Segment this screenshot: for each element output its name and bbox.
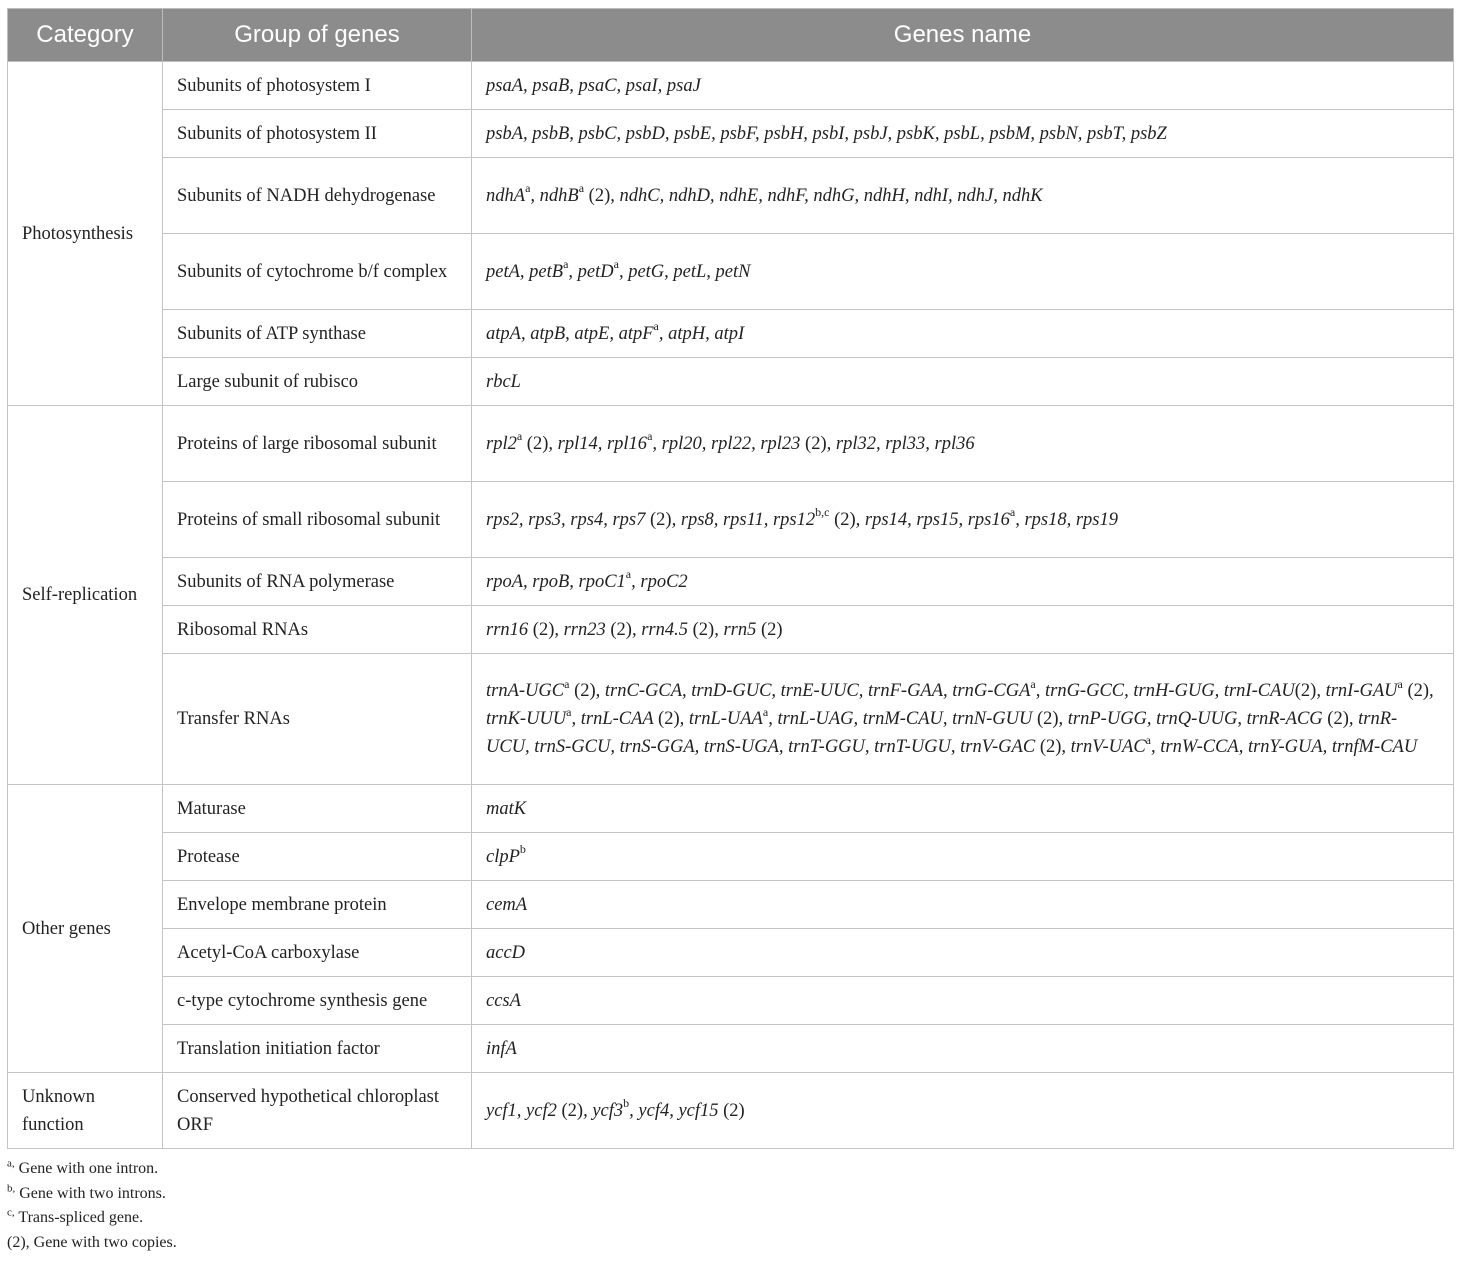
- footnote-mark: a,: [7, 1157, 15, 1170]
- footnote-a: [7, 1157, 177, 1182]
- footnote-c: [7, 1206, 177, 1231]
- table-row: [8, 833, 1454, 881]
- genes-cell: psaA, psaB, psaC, psaI, psaJ: [472, 62, 1454, 110]
- genes-cell: ycf1, ycf2 (2), ycf3$^b$, ycf4, ycf15 (2): [472, 1073, 1454, 1149]
- footnote-text: Trans-spliced gene.: [14, 1209, 144, 1226]
- genes-cell: psbA, psbB, psbC, psbD, psbE, psbF, psbH, psbI, psbJ, psbK, psbL, psbM, psbN, psbT, psbZ: [472, 110, 1454, 158]
- table-row: [8, 482, 1454, 558]
- genes-cell: ccsA: [472, 977, 1454, 1025]
- table-row: [8, 406, 1454, 482]
- table-row: [8, 881, 1454, 929]
- table-row: [8, 234, 1454, 310]
- group-cell: Proteins of small ribosomal subunit: [163, 482, 472, 558]
- group-cell: Envelope membrane protein: [163, 881, 472, 929]
- table-row: [8, 358, 1454, 406]
- genes-cell: ndhA$^a$, ndhB$^a$ (2), ndhC, ndhD, ndhE, ndhF, ndhG, ndhH, ndhI, ndhJ, ndhK: [472, 158, 1454, 234]
- footnote-b: [7, 1182, 177, 1207]
- table-row: [8, 606, 1454, 654]
- genes-cell: accD: [472, 929, 1454, 977]
- group-cell: Maturase: [163, 785, 472, 833]
- table-row: [8, 310, 1454, 358]
- group-cell: Large subunit of rubisco: [163, 358, 472, 406]
- group-cell: Conserved hypothetical chloroplast ORF: [163, 1073, 472, 1149]
- genes-cell: infA: [472, 1025, 1454, 1073]
- table-row: [8, 929, 1454, 977]
- header-genes: Genes name: [472, 9, 1454, 62]
- genes-cell: rps2, rps3, rps4, rps7 (2), rps8, rps11, rps12$^{b,c}$ (2), rps14, rps15, rps16$^a$, rps18, rps19: [472, 482, 1454, 558]
- group-cell: Subunits of photosystem II: [163, 110, 472, 158]
- genes-cell: rpl2$^a$ (2), rpl14, rpl16$^a$, rpl20, rpl22, rpl23 (2), rpl32, rpl33, rpl36: [472, 406, 1454, 482]
- genes-cell: trnA-UGC$^a$ (2), trnC-GCA, trnD-GUC, trnE-UUC, trnF-GAA, trnG-CGA$^a$, trnG-GCC, trnH-GUG, trnI-CAU(2), trnI-GAU$^a$ (2), trnK-UUU$^a$, trnL-CAA (2), trnL-UAA$^a$, trnL-UAG, trnM-CAU, trnN-GUU (2), trnP-UGG, trnQ-UUG, trnR-ACG (2), trnR-UCU, trnS-GCU, trnS-GGA, trnS-UGA, trnT-GGU, trnT-UGU, trnV-GAC (2), trnV-UAC$^a$, trnW-CCA, trnY-GUA, trnfM-CAU: [472, 654, 1454, 785]
- group-cell: Subunits of NADH dehydrogenase: [163, 158, 472, 234]
- footnote-copies: (2), Gene with two copies.: [7, 1233, 177, 1251]
- group-cell: c-type cytochrome synthesis gene: [163, 977, 472, 1025]
- footnote-text: Gene with two introns.: [15, 1184, 166, 1202]
- genes-cell: matK: [472, 785, 1454, 833]
- table-row: [8, 1073, 1454, 1149]
- genes-cell: rrn16 (2), rrn23 (2), rrn4.5 (2), rrn5 (2): [472, 606, 1454, 654]
- group-cell: Ribosomal RNAs: [163, 606, 472, 654]
- table-row: [8, 558, 1454, 606]
- genes-cell: rbcL: [472, 358, 1454, 406]
- footnote-text: Gene with one intron.: [14, 1160, 159, 1177]
- header-row: [8, 9, 1454, 62]
- table-row: [8, 110, 1454, 158]
- group-cell: Subunits of cytochrome b/f complex: [163, 234, 472, 310]
- header-group: Group of genes: [163, 9, 472, 62]
- category-cell: Photosynthesis: [8, 62, 163, 406]
- table-row: [8, 62, 1454, 110]
- gene-table: [7, 8, 1454, 1149]
- category-cell: Other genes: [8, 785, 163, 1073]
- group-cell: Protease: [163, 833, 472, 881]
- group-cell: Proteins of large ribosomal subunit: [163, 406, 472, 482]
- footnote-mark: b,: [7, 1182, 16, 1195]
- group-cell: Subunits of RNA polymerase: [163, 558, 472, 606]
- table-row: [8, 654, 1454, 785]
- group-cell: Subunits of photosystem I: [163, 62, 472, 110]
- footnote-mark: c,: [7, 1206, 15, 1219]
- genes-cell: atpA, atpB, atpE, atpF$^a$, atpH, atpI: [472, 310, 1454, 358]
- header-category: Category: [8, 9, 163, 62]
- footnotes: [7, 1157, 177, 1255]
- genes-cell: clpP$^b$: [472, 833, 1454, 881]
- category-cell: Self-replication: [8, 406, 163, 785]
- group-cell: Subunits of ATP synthase: [163, 310, 472, 358]
- genes-cell: cemA: [472, 881, 1454, 929]
- table-row: [8, 977, 1454, 1025]
- table-row: [8, 158, 1454, 234]
- table-row: [8, 785, 1454, 833]
- category-cell: Unknown function: [8, 1073, 163, 1149]
- group-cell: Translation initiation factor: [163, 1025, 472, 1073]
- group-cell: Acetyl-CoA carboxylase: [163, 929, 472, 977]
- group-cell: Transfer RNAs: [163, 654, 472, 785]
- table-row: [8, 1025, 1454, 1073]
- genes-cell: petA, petB$^a$, petD$^a$, petG, petL, petN: [472, 234, 1454, 310]
- genes-cell: rpoA, rpoB, rpoC1$^a$, rpoC2: [472, 558, 1454, 606]
